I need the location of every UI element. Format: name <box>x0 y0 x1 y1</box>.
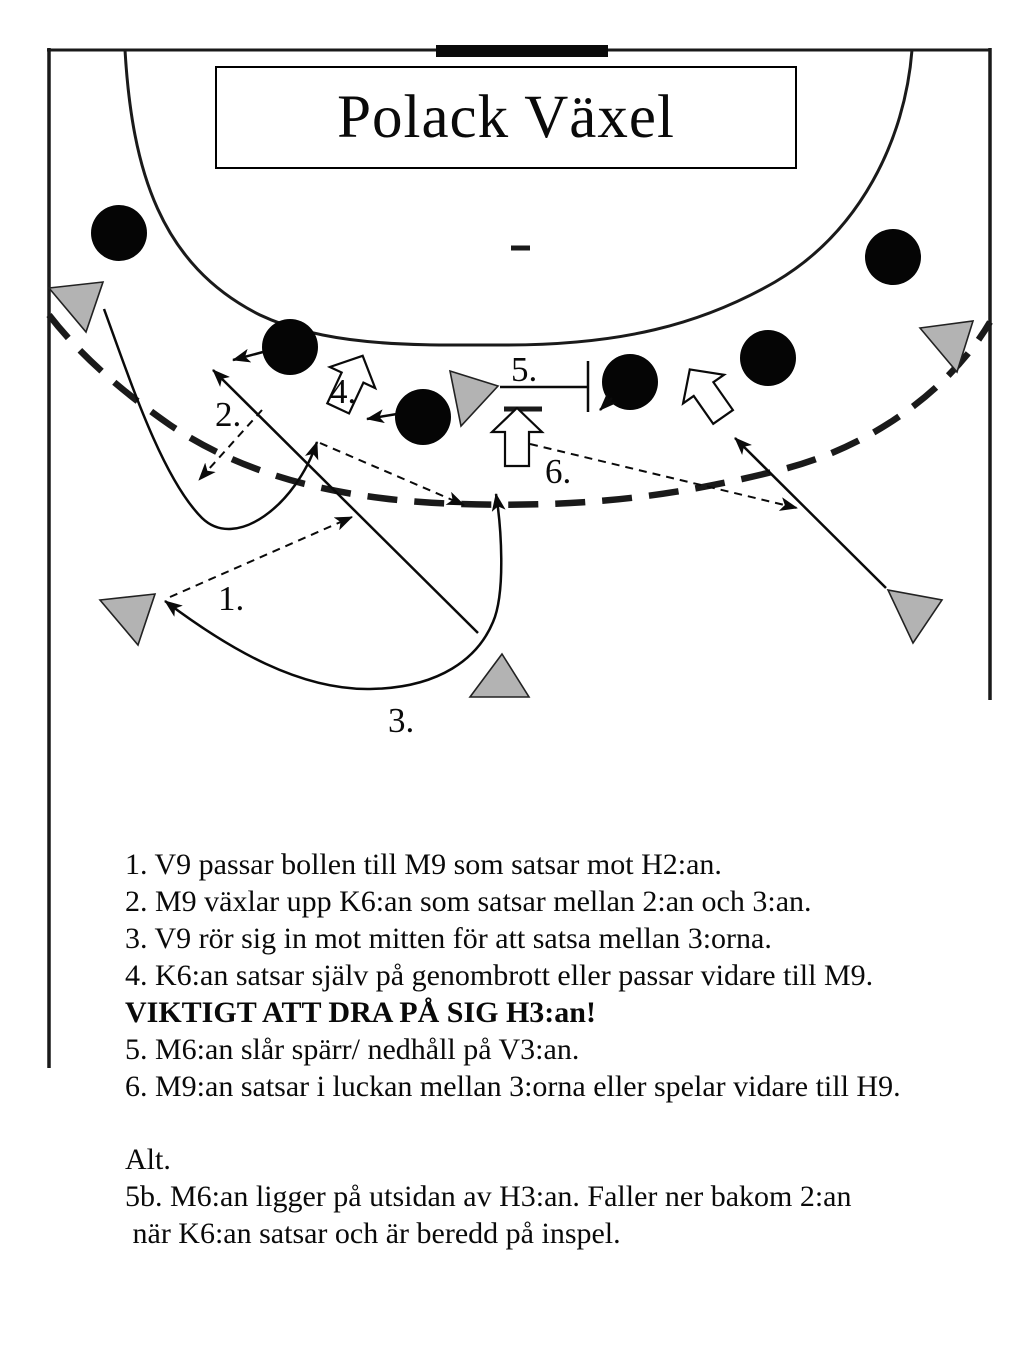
pass-arrow-to-m9 <box>320 443 464 505</box>
step-label-2: 2. <box>215 395 242 434</box>
instruction-line-important: VIKTIGT ATT DRA PÅ SIG H3:an! <box>125 996 596 1029</box>
defender-circle <box>602 354 658 410</box>
step-label-1: 1. <box>218 579 245 618</box>
movement-arrow-v9 <box>165 494 501 689</box>
goal <box>436 45 608 57</box>
step-label-3: 3. <box>388 701 415 740</box>
defender-drag-arrow <box>600 398 612 410</box>
attacker-triangle-v9 <box>100 594 155 645</box>
instruction-spacer <box>125 1105 995 1141</box>
instruction-line: 2. M9 växlar upp K6:an som satsar mellan 2:an och 3:an. <box>125 885 812 918</box>
instruction-line: 5. M6:an slår spärr/ nedhåll på V3:an. <box>125 1033 580 1066</box>
instruction-line: 3. V9 rör sig in mot mitten för att satsa mellan 3:orna. <box>125 922 772 955</box>
instruction-line: 4. K6:an satsar själv på genombrott eller passar vidare till M9. <box>125 959 874 992</box>
page-title: Polack Växel <box>337 83 675 151</box>
pass-arrow-step1 <box>170 517 352 597</box>
block-arrow-step6 <box>492 408 542 466</box>
attacker-triangle-h9 <box>888 590 942 643</box>
defender-circle <box>865 229 921 285</box>
defender-circle <box>395 389 451 445</box>
defender-drag-arrow <box>233 352 263 360</box>
attacker-triangle-right-wing <box>920 321 973 372</box>
instructions-block <box>125 846 995 1252</box>
title-box <box>215 66 797 169</box>
instruction-line: när K6:an satsar och är beredd på inspel. <box>125 1217 621 1250</box>
step-label-4: 4. <box>330 372 357 411</box>
defender-circle <box>740 330 796 386</box>
instruction-line: 5b. M6:an ligger på utsidan av H3:an. Faller ner bakom 2:an <box>125 1180 852 1213</box>
step-label-6: 6. <box>545 452 572 491</box>
instruction-line: 1. V9 passar bollen till M9 som satsar mot H2:an. <box>125 848 722 881</box>
step-label-5: 5. <box>511 350 538 389</box>
block-arrow-right <box>669 355 743 431</box>
attacker-triangle-m9 <box>470 654 529 697</box>
instruction-line: 6. M9:an satsar i luckan mellan 3:orna eller spelar vidare till H9. <box>125 1070 901 1103</box>
defender-circle <box>91 205 147 261</box>
instruction-alt-header: Alt. <box>125 1143 171 1176</box>
attacker-triangle-m6 <box>450 371 498 426</box>
defender-circle <box>262 319 318 375</box>
defender-drag-arrow <box>367 414 397 419</box>
